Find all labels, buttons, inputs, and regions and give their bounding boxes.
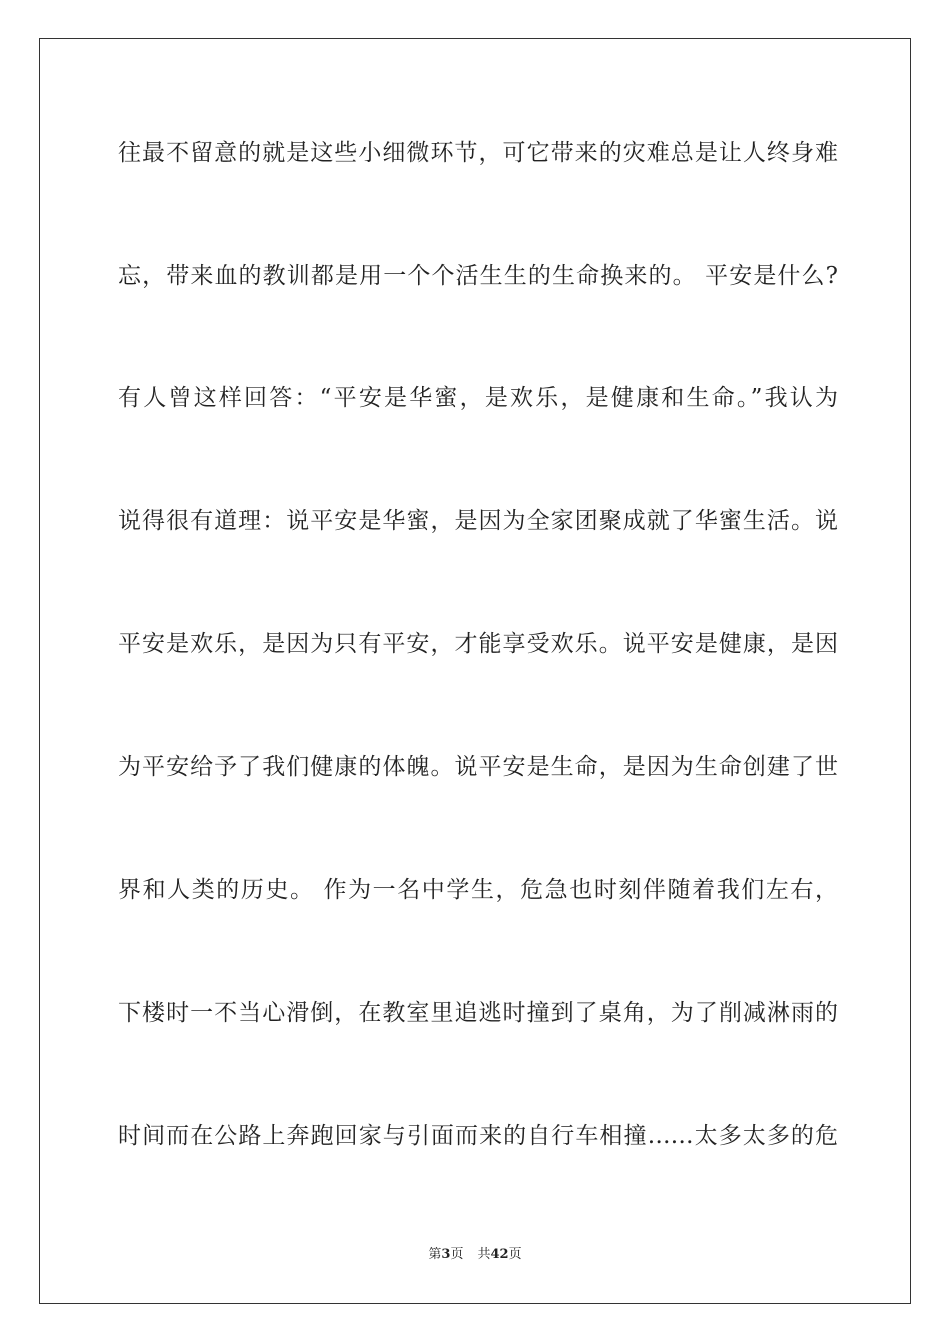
text-line: 说得很有道理：说平安是华蜜，是因为全家团聚成就了华蜜生活。说 (118, 508, 838, 534)
total-pages: 42 (490, 1247, 509, 1262)
text-line: 忘，带来血的教训都是用一个个活生生的生命换来的。 平安是什么? (118, 263, 838, 289)
text-line: 时间而在公路上奔跑回家与引面而来的自行车相撞……太多太多的危 (118, 1123, 838, 1149)
text-line: 为平安给予了我们健康的体魄。说平安是生命，是因为生命创建了世 (118, 754, 838, 780)
text-line: 界和人类的历史。 作为一名中学生，危急也时刻伴随着我们左右， (118, 877, 838, 903)
text-line: 有人曾这样回答：“平安是华蜜，是欢乐，是健康和生命。”我认为 (118, 385, 838, 411)
page-suffix: 页 (450, 1247, 464, 1262)
total-suffix: 页 (508, 1247, 522, 1262)
total-prefix: 共 (477, 1247, 491, 1262)
text-line: 往最不留意的就是这些小细微环节，可它带来的灾难总是让人终身难 (118, 140, 838, 166)
page-footer (0, 1246, 950, 1264)
page-number: 3 (441, 1247, 451, 1262)
page-border (39, 38, 911, 1304)
page-prefix: 第 (428, 1247, 442, 1262)
text-line: 平安是欢乐，是因为只有平安，才能享受欢乐。说平安是健康，是因 (118, 631, 838, 657)
text-line: 下楼时一不当心滑倒，在教室里追逃时撞到了桌角，为了削减淋雨的 (118, 1000, 838, 1026)
